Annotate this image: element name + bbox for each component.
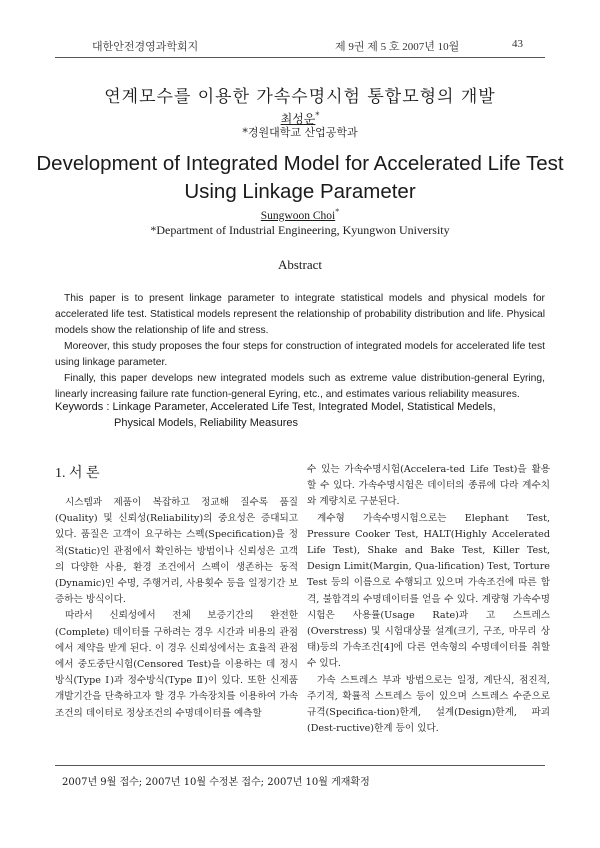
english-author-mark: * [335, 207, 340, 216]
right-column [307, 462, 550, 737]
abstract-paragraph: This paper is to present linkage parameter to integrate statistical models and physical models for accelerated life test. Statistical models represent the relationship of probability distribution and life. Physical models show the relationship of life and stress. [55, 293, 545, 336]
issue-info: 제 9권 제 5 호 2007년 10월 [335, 41, 460, 53]
left-column [55, 495, 298, 722]
body-paragraph: 시스템과 제품이 복잡하고 정교해 질수록 품질(Quality) 및 신뢰성(Reliability)의 중요성은 증대되고 있다. 품질은 고객이 요구하는 스펙(Specification)을 정적(Static)인 관점에서 확인하는 방법이나 신뢰성은 고객의 다양한 사용, 환경 조건에서 스펙이 생존하는 동적(Dynamic)인 수명, 주행거리, 사용횟수 등을 일정기간 보증하는 방식이다. [55, 497, 298, 606]
body-paragraph: 계수형 가속수명시험으로는 Elephant Test, Pressure Cooker Test, HALT(Highly Accelerated Life Test), Shake and Bake Test, Killer Test, Design Limit(Margin, Qua-lification) Test, Torture Test 등의 이름으로 수행되고 있으며 가속조건에 따른 합격, 불합격의 수명데이터를 얻을 수 있다. 계량형 가속수명시험은 사용률(Usage Rate)과 고 스트레스(Overstress) 및 시험대상물 설계(크기, 구조, 마무리 상태)등의 가속조건[4]에 다른 연속형의 수명데이터를 취할 수 있다. [307, 512, 550, 670]
english-title-line2: Using Linkage Parameter [184, 180, 416, 203]
abstract-heading: Abstract [277, 257, 323, 272]
journal-name: 대한안전경영과학회지 [92, 41, 199, 53]
body-paragraph: 가속 스트레스 부과 방법으로는 일정, 계단식, 점진적, 주기적, 확률적 스트레스 등이 있으며 스트레스 수준으로 규격(Specifica-tion)한계, 설계(Design)한계, 파괴(Dest-ructive)한계 등이 있다. [307, 674, 550, 735]
section-heading: 1. 서 론 [55, 466, 100, 481]
body-paragraph: 따라서 신뢰성에서 전체 보증기간의 완전한(Complete) 데이터를 구하려는 경우 시간과 비용의 관점에서 제약을 받게 된다. 이 경우 신뢰성에서는 효율적 관점에서 중도중단시험(Censored Test)을 이용하는 데 정시방식(Type Ⅰ)과 정수방식(Type Ⅱ)이 있다. 또한 신제품 개발기간을 단축하고자 할 경우 가속장치를 이용하여 가속조건의 데이터로 정상조건의 수명데이터를 예측할 [55, 610, 298, 719]
korean-title: 연계모수를 이용한 가속수명시험 통합모형의 개발 [104, 87, 496, 107]
page-number: 43 [512, 38, 523, 50]
keywords [55, 399, 545, 431]
keywords-line2: Physical Models, Reliability Measures [114, 417, 299, 429]
body-paragraph: 수 있는 가속수명시험(Accelera-ted Life Test)을 활용할 수 있다. 가속수명시험은 데이터의 종류에 다라 계수치와 계량치로 구분된다. [307, 464, 550, 508]
keywords-line1: Linkage Parameter, Accelerated Life Test, Integrated Model, Statistical Medels, [112, 401, 496, 413]
korean-author-mark: * [315, 111, 320, 120]
header-rule [55, 57, 545, 58]
korean-affiliation: *경원대학교 산업공학과 [242, 126, 358, 139]
submission-dates: 2007년 9월 접수; 2007년 10월 수정본 접수; 2007년 10월 게재확정 [62, 777, 370, 788]
english-author-name: Sungwoon Choi [260, 209, 336, 222]
footer-rule [55, 765, 545, 766]
abstract-paragraph: Finally, this paper develops new integrated models such as extreme value distribution-general Eyring, linearly increasing failure rate function-general Eyring, etc., and estimates various reliability measures. [55, 373, 545, 400]
abstract-paragraph: Moreover, this study proposes the four steps for construction of integrated models for accelerated life test using linkage parameter. [55, 341, 545, 368]
keywords-label: Keywords : [55, 401, 110, 413]
english-affiliation: *Department of Industrial Engineering, Kyungwon University [150, 223, 450, 237]
abstract-body [55, 291, 545, 403]
korean-author-name: 최성운 [280, 112, 316, 126]
english-title-line1: Development of Integrated Model for Accelerated Life Test [36, 152, 564, 175]
english-author [0, 207, 600, 222]
